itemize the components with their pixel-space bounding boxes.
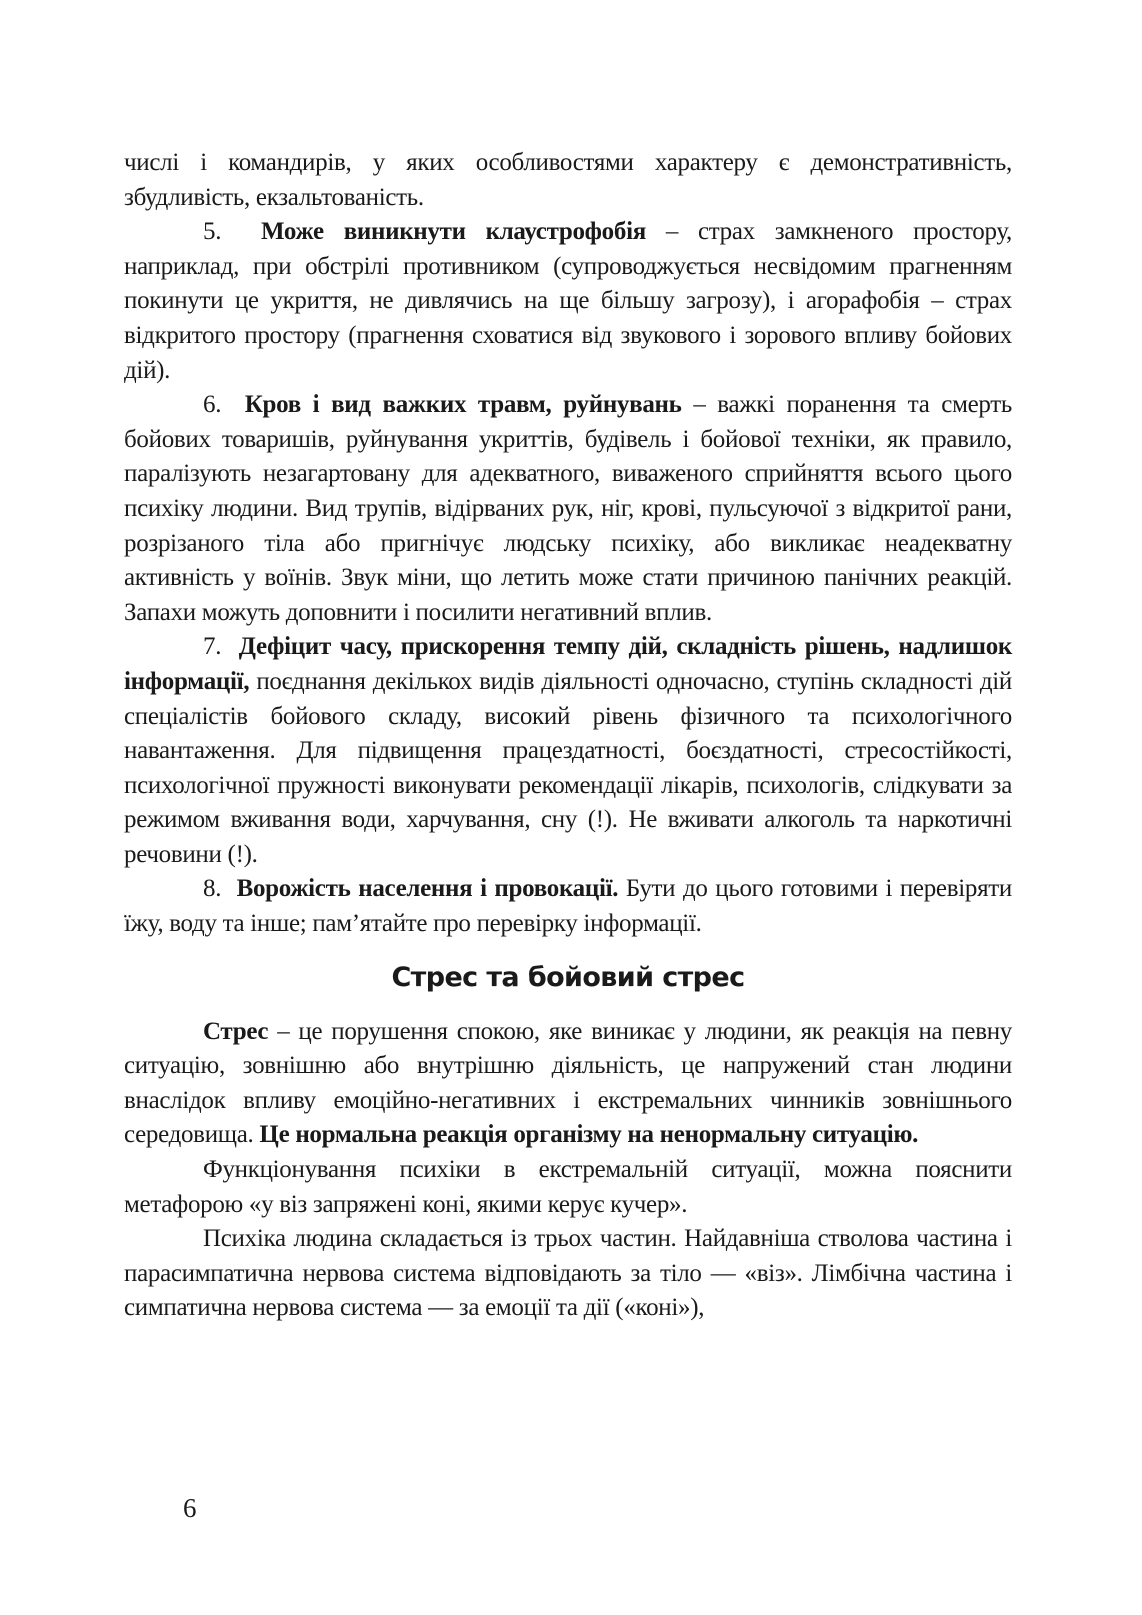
item-text: поєднання декількох видів діяльності одночасно, ступінь складності дій спеціалістів бойового складу, високий рівень фізичного та психологічного навантаження. Для підвищення працездатності, боєздатності, стресостійкості, психологічної пружності виконувати рекомендації лікарів, психологів, слідкувати за режимом вживання води, харчування, сну (!). Не вживати алкоголь та наркотичні речовини (!). bbox=[124, 667, 1012, 868]
list-item-5 bbox=[124, 215, 1012, 388]
emphasis-bold: Це нормальна реакція організму на ненормальну ситуацію. bbox=[259, 1121, 919, 1149]
item-bold-lead: Кров і вид важких травм, руйнувань bbox=[244, 391, 682, 419]
item-number: 8. bbox=[203, 875, 222, 903]
item-number: 6. bbox=[203, 391, 222, 419]
paragraph-psyche: Психіка людина складається із трьох частин. Найдавніша стволова частина і парасимпатична нервова система відповідають за тіло — «віз». Лімбічна частина і симпатична нервова система — за емоції та дії («коні»), bbox=[124, 1225, 1012, 1322]
list-item-8 bbox=[124, 872, 1012, 941]
item-text: Бути до цього готовими і перевіряти їжу, воду та інше; пам’ятайте про перевірку інформації. bbox=[124, 875, 1012, 938]
item-text: – страх замкненого простору, наприклад, при обстрілі противником (супроводжується несвідомим прагненням покинути це укриття, не дивлячись на ще більшу загрозу), і агорафобія – страх відкритого простору (прагнення сховатися від звукового і зорового впливу бойових дій). bbox=[124, 218, 1013, 384]
definition-text: – це порушення спокою, яке виникає у людини, як реакція на певну ситуацію, зовнішню або внутрішню діяльність, це напружений стан людини внаслідок впливу емоційно-негативних і екстремальних чинників зовнішнього середовища. bbox=[124, 1017, 1012, 1149]
list-item-6 bbox=[124, 388, 1012, 630]
document-page bbox=[124, 146, 1012, 1326]
item-bold-lead: Ворожість населення і провокації. bbox=[236, 875, 619, 903]
paragraph-metaphor: Функціонування психіки в екстремальній ситуації, можна пояснити метафорою «у віз запряжені коні, якими керує кучер». bbox=[124, 1156, 1012, 1218]
paragraph-continuation: числі і командирів, у яких особливостями характеру є демонстративність, збудливість, екзальтованість. bbox=[124, 149, 1012, 211]
item-number: 7. bbox=[203, 633, 222, 661]
item-number: 5. bbox=[203, 218, 222, 246]
paragraph-stress-definition bbox=[124, 1015, 1012, 1153]
item-text: – важкі поранення та смерть бойових товаришів, руйнування укриттів, будівель і бойової техніки, як правило, паралізують незагартовану для адекватного, виваженого сприйняття всього цього психіку людини. Вид трупів, відірваних рук, ніг, крові, пульсуючої з відкритої рани, розрізаного тіла або пригнічує людську психіку, або викликає неадекватну активність у воїнів. Звук міни, що летить може стати причиною панічних реакцій. Запахи можуть доповнити і посилити негативний вплив. bbox=[124, 391, 1012, 626]
section-heading: Стрес та бойовий стрес bbox=[391, 961, 745, 993]
item-bold-lead: Може виникнути клаустрофобія bbox=[260, 218, 646, 246]
term-bold: Стрес bbox=[203, 1017, 269, 1045]
list-item-7 bbox=[124, 630, 1012, 872]
page-number: 6 bbox=[183, 1493, 197, 1523]
item-bold-lead: Дефіцит часу, прискорення темпу дій, складність рішень, надлишок інформації, bbox=[124, 633, 1012, 695]
